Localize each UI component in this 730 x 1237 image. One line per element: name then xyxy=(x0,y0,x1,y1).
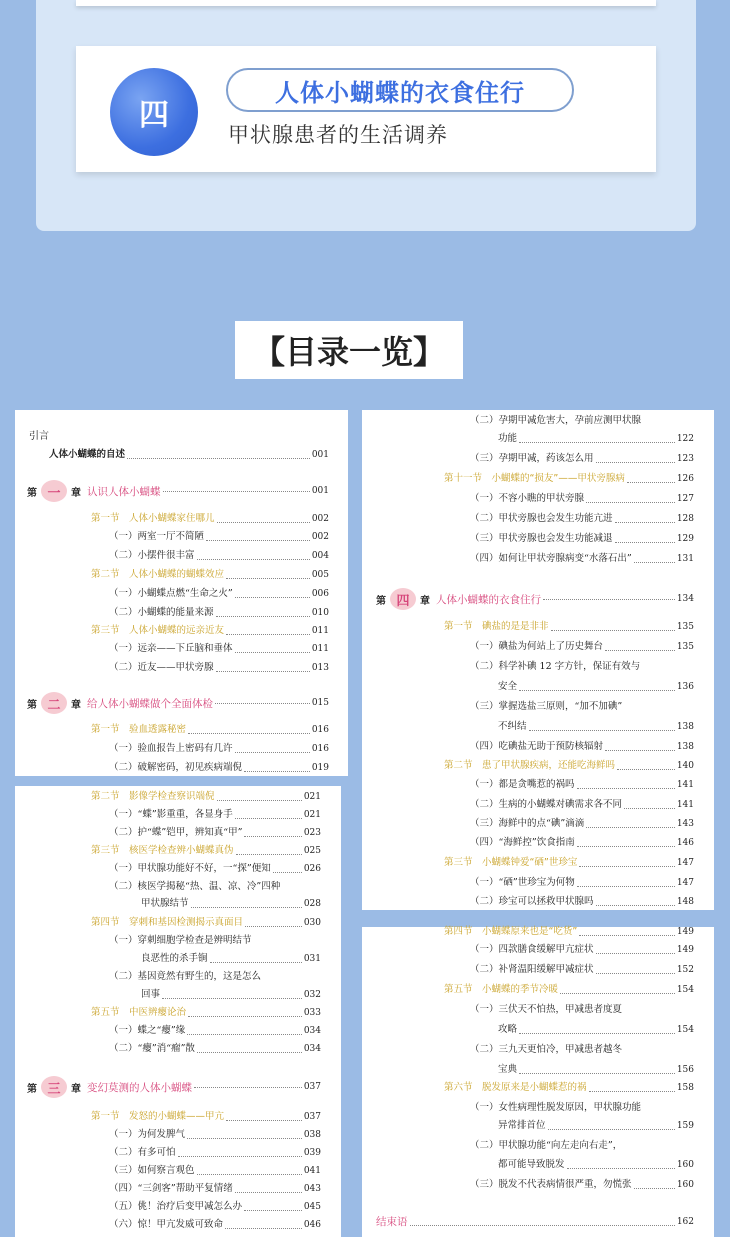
toc-entry: （一）验血报告上密码有几许 016 xyxy=(109,743,329,754)
toc-entry: （五）佻！治疗后变甲减怎么办 045 xyxy=(109,1201,321,1212)
toc-entry: （二）小摆件很丰富 004 xyxy=(109,550,329,561)
toc-entry: （三）甲状旁腺也会发生功能减退 129 xyxy=(470,533,694,544)
toc-entry: （四）“三剑客”帮助平复情绪 043 xyxy=(109,1183,321,1194)
toc-entry: （二）核医学揭秘“热、温、凉、冷”四种 xyxy=(109,881,281,892)
toc-entry: 宝典 156 xyxy=(498,1064,694,1075)
toc-entry: 第四节 小蝴蝶原来也是“吃货” 149 xyxy=(444,926,694,937)
toc-entry: 第五节 小蝴蝶的季节冷暖 154 xyxy=(444,984,694,995)
toc-entry: 第一节 碘盐的是是非非 135 xyxy=(444,621,694,632)
toc-entry: 人体小蝴蝶的自述 001 xyxy=(49,449,329,460)
previous-chapter-card xyxy=(76,0,656,6)
toc-entry: （四）“海鲜控”饮食指南 146 xyxy=(470,837,694,848)
toc-entry: （一）蝶之“瘿”缘 034 xyxy=(109,1025,321,1036)
toc-page-2 xyxy=(15,786,341,1237)
toc-entry: （二）生病的小蝴蝶对碘需求各不同 141 xyxy=(470,799,694,810)
toc-entry: （六）惊！甲亢发威可致命 046 xyxy=(109,1219,321,1230)
toc-entry: 第三节 人体小蝴蝶的远亲近友 011 xyxy=(91,625,329,636)
toc-entry: （一）都是贪嘴惹的祸吗 141 xyxy=(470,779,694,790)
toc-entry: （一）远亲——下丘脑和垂体 011 xyxy=(109,643,329,654)
toc-entry: （四）如何让甲状旁腺病变“水落石出” 131 xyxy=(470,553,694,564)
toc-page-4 xyxy=(362,927,714,1237)
toc-entry: 第三节 小蝴蝶钟爱“硒”世珍宝 147 xyxy=(444,857,694,868)
toc-entry: 第六节 脱发原来是小蝴蝶惹的祸 158 xyxy=(444,1082,694,1093)
toc-entry: （三）脱发不代表病情很严重，勿慌张 160 xyxy=(470,1179,694,1190)
toc-entry: 回事 032 xyxy=(141,989,321,1000)
toc-entry: （一）女性病理性脱发原因，甲状腺功能 xyxy=(470,1102,642,1113)
toc-entry: （二）三九天更怕冷，甲减患者越冬 xyxy=(470,1044,623,1055)
toc-entry: （三）孕期甲减，药该怎么用 123 xyxy=(470,453,694,464)
toc-entry: （三）海鲜中的点“碘”滴滴 143 xyxy=(470,818,694,829)
toc-entry: （一）三伏天不怕热，甲减患者度夏 xyxy=(470,1004,623,1015)
toc-entry: 第一节 发怒的小蝴蝶——甲亢 037 xyxy=(91,1111,321,1122)
toc-entry: （二）护“蝶”铠甲，辨知真“甲” 023 xyxy=(109,827,321,838)
chapter-subtitle: 甲状腺患者的生活调养 xyxy=(228,123,448,147)
toc-entry: 第三节 核医学检查辨小蝴蝶真伪 025 xyxy=(91,845,321,856)
toc-entry: 第十一节 小蝴蝶的“损友”——甲状旁腺病 126 xyxy=(444,473,694,484)
toc-entry: （一）小蝴蝶点燃“生命之火” 006 xyxy=(109,588,329,599)
toc-entry: （一）甲状腺功能好不好，一“探”便知 026 xyxy=(109,863,321,874)
toc-entry: 攻略 154 xyxy=(498,1024,694,1035)
chapter-heading: 第 三 章 变幻莫测的人体小蝴蝶 037 xyxy=(27,1076,321,1098)
toc-entry: 第一节 人体小蝴蝶家住哪儿 002 xyxy=(91,513,329,524)
toc-entry: （二）小蝴蝶的能量来源 010 xyxy=(109,607,329,618)
toc-entry: （三）如何察言观色 041 xyxy=(109,1165,321,1176)
toc-entry: （二）有多可怕 039 xyxy=(109,1147,321,1158)
toc-entry: 异常排首位 159 xyxy=(498,1120,694,1131)
toc-entry: （三）掌握选盐三原则，“加不加碘” xyxy=(470,701,623,712)
toc-entry: （四）吃碘盐无助于预防核辐射 138 xyxy=(470,741,694,752)
toc-entry: （一）两室一厅不简陋 002 xyxy=(109,531,329,542)
chapter-num-circle: 二 xyxy=(41,692,67,714)
toc-entry: （二）甲状旁腺也会发生功能亢进 128 xyxy=(470,513,694,524)
toc-entry-ending: 结束语 162 xyxy=(376,1216,694,1228)
toc-entry: 第二节 人体小蝴蝶的蝴蝶效应 005 xyxy=(91,569,329,580)
toc-entry: （二）“瘿”消“瘤”散 034 xyxy=(109,1043,321,1054)
toc-entry: 第二节 患了甲状腺疾病，还能吃海鲜吗 140 xyxy=(444,760,694,771)
toc-entry: （二）破解密码，初见疾病端倪 019 xyxy=(109,762,329,773)
toc-entry: 甲状腺结节 028 xyxy=(141,898,321,909)
toc-entry: 第五节 中医辨瘿论治 033 xyxy=(91,1007,321,1018)
toc-heading: 【目录一览】 xyxy=(235,321,463,379)
toc-entry: （一）四款膳食缓解甲亢症状 149 xyxy=(470,944,694,955)
toc-entry: （二）珍宝可以拯救甲状腺吗 148 xyxy=(470,896,694,907)
toc-entry: （一）“硒”世珍宝为何物 147 xyxy=(470,877,694,888)
chapter-number-badge: 四 xyxy=(110,68,198,156)
chapter-heading: 第 一 章 认识人体小蝴蝶 001 xyxy=(27,480,329,502)
chapter-heading: 第 四 章 人体小蝴蝶的衣食住行 134 xyxy=(376,588,694,610)
toc-entry: （二）甲状腺功能“向左走向右走”， xyxy=(470,1140,623,1151)
chapter-num-circle: 一 xyxy=(41,480,67,502)
toc-entry: 第一节 验血透露秘密 016 xyxy=(91,724,329,735)
toc-entry: （一）为何发脾气 038 xyxy=(109,1129,321,1140)
toc-entry: （一）穿刺细胞学检查是辨明结节 xyxy=(109,935,252,946)
chapter-card xyxy=(76,46,656,172)
toc-entry: 良恶性的杀手锏 031 xyxy=(141,953,321,964)
toc-entry: （二）近友——甲状旁腺 013 xyxy=(109,662,329,673)
toc-entry: 都可能导致脱发 160 xyxy=(498,1159,694,1170)
toc-page-3 xyxy=(362,410,714,910)
toc-entry: （一）碘盐为何站上了历史舞台 135 xyxy=(470,641,694,652)
toc-entry: （二）孕期甲减危害大，孕前应测甲状腺 xyxy=(470,415,642,426)
chapter-num-circle: 三 xyxy=(41,1076,67,1098)
toc-entry: （二）科学补碘 12 字方针，保证有效与 xyxy=(470,661,641,672)
toc-entry: 第四节 穿刺和基因检测揭示真面目 030 xyxy=(91,917,321,928)
chapter-num-circle: 四 xyxy=(390,588,416,610)
toc-entry: （一）“蝶”影重重，各显身手 021 xyxy=(109,809,321,820)
toc-entry: 安全 136 xyxy=(498,681,694,692)
toc-page-1 xyxy=(15,410,348,776)
toc-entry: （二）补肾温阳缓解甲减症状 152 xyxy=(470,964,694,975)
toc-entry: （二）基因竟然有野生的，这是怎么 xyxy=(109,971,262,982)
toc-entry: 不纠结 138 xyxy=(498,721,694,732)
toc-entry: 功能 122 xyxy=(498,433,694,444)
toc-entry: （一）不容小瞧的甲状旁腺 127 xyxy=(470,493,694,504)
chapter-title: 人体小蝴蝶的衣食住行 xyxy=(226,68,574,112)
intro-label: 引言 xyxy=(29,431,49,442)
toc-entry: 第二节 影像学检查察识端倪 021 xyxy=(91,791,321,802)
chapter-heading: 第 二 章 给人体小蝴蝶做个全面体检 015 xyxy=(27,692,329,714)
